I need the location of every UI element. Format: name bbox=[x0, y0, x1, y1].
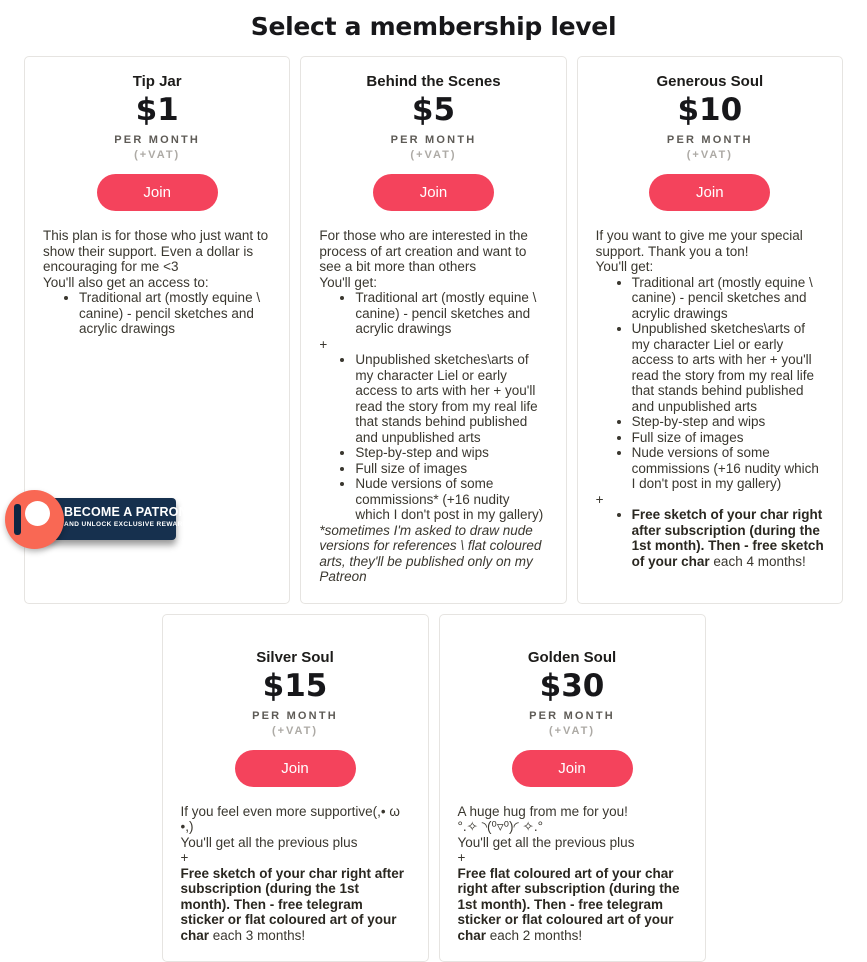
patreon-logo-bar bbox=[14, 504, 21, 535]
page-title: Select a membership level bbox=[0, 12, 867, 41]
tier-intro: This plan is for those who just want to show their support. Even a dollar is encouraging for me <3 bbox=[43, 228, 271, 275]
benefit-item: • Traditional art (mostly equine \ canine) - pencil sketches and acrylic drawings bbox=[79, 290, 271, 337]
bonus-bold-text: Free sketch of your char right after subscription (during the 1st month). Then - free sketch of your char bbox=[632, 507, 824, 569]
per-month-label: PER MONTH bbox=[458, 710, 687, 722]
tier-name: Generous Soul bbox=[596, 73, 824, 90]
badge-title: BECOME A PATRON bbox=[64, 505, 170, 519]
plus-separator: + bbox=[319, 337, 547, 353]
tier-card-behind-the-scenes bbox=[300, 56, 566, 604]
benefit-list bbox=[319, 290, 547, 337]
join-button-tip-jar[interactable]: Join bbox=[97, 174, 218, 211]
tier-header bbox=[181, 649, 410, 787]
plus-separator: + bbox=[458, 850, 687, 866]
benefit-item: • Traditional art (mostly equine \ canine) - pencil sketches and acrylic drawings bbox=[632, 275, 824, 322]
plus-separator: + bbox=[181, 850, 410, 866]
join-button-behind-the-scenes[interactable]: Join bbox=[373, 174, 494, 211]
tier-description bbox=[319, 228, 547, 585]
benefit-list bbox=[319, 352, 547, 523]
benefit-item: • Step-by-step and wips bbox=[632, 414, 824, 430]
tier-price: $5 bbox=[319, 92, 547, 128]
bonus-tail-text: each 3 months! bbox=[209, 928, 305, 943]
benefit-list bbox=[43, 290, 271, 337]
tier-intro: If you feel even more supportive(,• ω •,) bbox=[181, 804, 410, 835]
tier-card-silver-soul bbox=[162, 614, 429, 962]
tier-intro: For those who are interested in the process of art creation and want to see a bit more than others bbox=[319, 228, 547, 275]
benefit-item-bonus bbox=[632, 507, 824, 569]
benefit-item: • Traditional art (mostly equine \ canine) - pencil sketches and acrylic drawings bbox=[355, 290, 547, 337]
tier-line-1: A huge hug from me for you! bbox=[458, 804, 687, 820]
tier-intro: If you want to give me your special support. Thank you a ton! bbox=[596, 228, 824, 259]
tier-card-generous-soul bbox=[577, 56, 843, 604]
per-month-label: PER MONTH bbox=[319, 134, 547, 146]
membership-row-2 bbox=[0, 614, 867, 962]
tier-header bbox=[43, 73, 271, 211]
you-get-label: You'll get: bbox=[319, 275, 547, 291]
tier-price: $30 bbox=[458, 668, 687, 704]
bonus-text bbox=[458, 866, 687, 944]
tier-name: Silver Soul bbox=[181, 649, 410, 666]
tier-price: $10 bbox=[596, 92, 824, 128]
tier-price: $15 bbox=[181, 668, 410, 704]
tier-description bbox=[181, 804, 410, 944]
patreon-logo-circle bbox=[25, 501, 50, 526]
tier-name: Golden Soul bbox=[458, 649, 687, 666]
tier-description bbox=[596, 228, 824, 569]
benefit-list bbox=[596, 275, 824, 492]
you-get-label: You'll get: bbox=[596, 259, 824, 275]
tier-line-2: You'll get all the previous plus bbox=[458, 835, 687, 851]
patreon-logo-icon bbox=[5, 490, 64, 549]
benefit-item: • Unpublished sketches\arts of my character Liel or early access to arts with her + you'll read the story from my real life that stands behind published and unpublished arts bbox=[355, 352, 547, 445]
tier-header bbox=[458, 649, 687, 787]
vat-label: (+VAT) bbox=[319, 149, 547, 161]
tier-header bbox=[319, 73, 547, 211]
benefit-item: • Nude versions of some commissions* (+16 nudity which I don't post in my gallery) bbox=[355, 476, 547, 523]
tier-name: Behind the Scenes bbox=[319, 73, 547, 90]
bonus-text bbox=[181, 866, 410, 944]
tier-description bbox=[458, 804, 687, 944]
per-month-label: PER MONTH bbox=[43, 134, 271, 146]
bonus-tail-text: each 2 months! bbox=[486, 928, 582, 943]
tier-card-golden-soul bbox=[439, 614, 706, 962]
bonus-tail-text: each 4 months! bbox=[710, 554, 806, 569]
tier-description bbox=[43, 228, 271, 337]
join-button-golden-soul[interactable]: Join bbox=[512, 750, 633, 787]
tier-footnote: *sometimes I'm asked to draw nude versions for references \ flat coloured arts, they'll be published only on my Patreon bbox=[319, 523, 547, 585]
join-button-silver-soul[interactable]: Join bbox=[235, 750, 356, 787]
benefit-list bbox=[596, 507, 824, 569]
per-month-label: PER MONTH bbox=[596, 134, 824, 146]
tier-name: Tip Jar bbox=[43, 73, 271, 90]
vat-label: (+VAT) bbox=[596, 149, 824, 161]
badge-subtitle: AND UNLOCK EXCLUSIVE REWARDS bbox=[64, 521, 170, 528]
bonus-bold-text: Free sketch of your char right after subscription (during the 1st month). Then - free telegram sticker or flat coloured art of your char bbox=[181, 866, 405, 943]
benefit-item: • Nude versions of some commissions (+16 nudity which I don't post in my gallery) bbox=[632, 445, 824, 492]
join-button-generous-soul[interactable]: Join bbox=[649, 174, 770, 211]
tier-price: $1 bbox=[43, 92, 271, 128]
vat-label: (+VAT) bbox=[458, 725, 687, 737]
benefit-item: • Unpublished sketches\arts of my character Liel or early access to arts with her + you'll read the story from my real life that stands behind published and unpublished arts bbox=[632, 321, 824, 414]
tier-header bbox=[596, 73, 824, 211]
tier-kaomoji: °.✧ ◝(⁰▿⁰)◜ ✧.° bbox=[458, 819, 687, 835]
benefit-item: • Step-by-step and wips bbox=[355, 445, 547, 461]
benefit-item: • Full size of images bbox=[632, 430, 824, 446]
benefit-item: • Full size of images bbox=[355, 461, 547, 477]
per-month-label: PER MONTH bbox=[181, 710, 410, 722]
plus-separator: + bbox=[596, 492, 824, 508]
become-a-patron-badge[interactable] bbox=[0, 483, 185, 559]
tier-line-2: You'll get all the previous plus bbox=[181, 835, 410, 851]
vat-label: (+VAT) bbox=[181, 725, 410, 737]
vat-label: (+VAT) bbox=[43, 149, 271, 161]
tier-intro-2: You'll also get an access to: bbox=[43, 275, 271, 291]
bonus-bold-text: Free flat coloured art of your char right after subscription (during the 1st month). Then - free telegram sticker or flat coloured art of your char bbox=[458, 866, 680, 943]
